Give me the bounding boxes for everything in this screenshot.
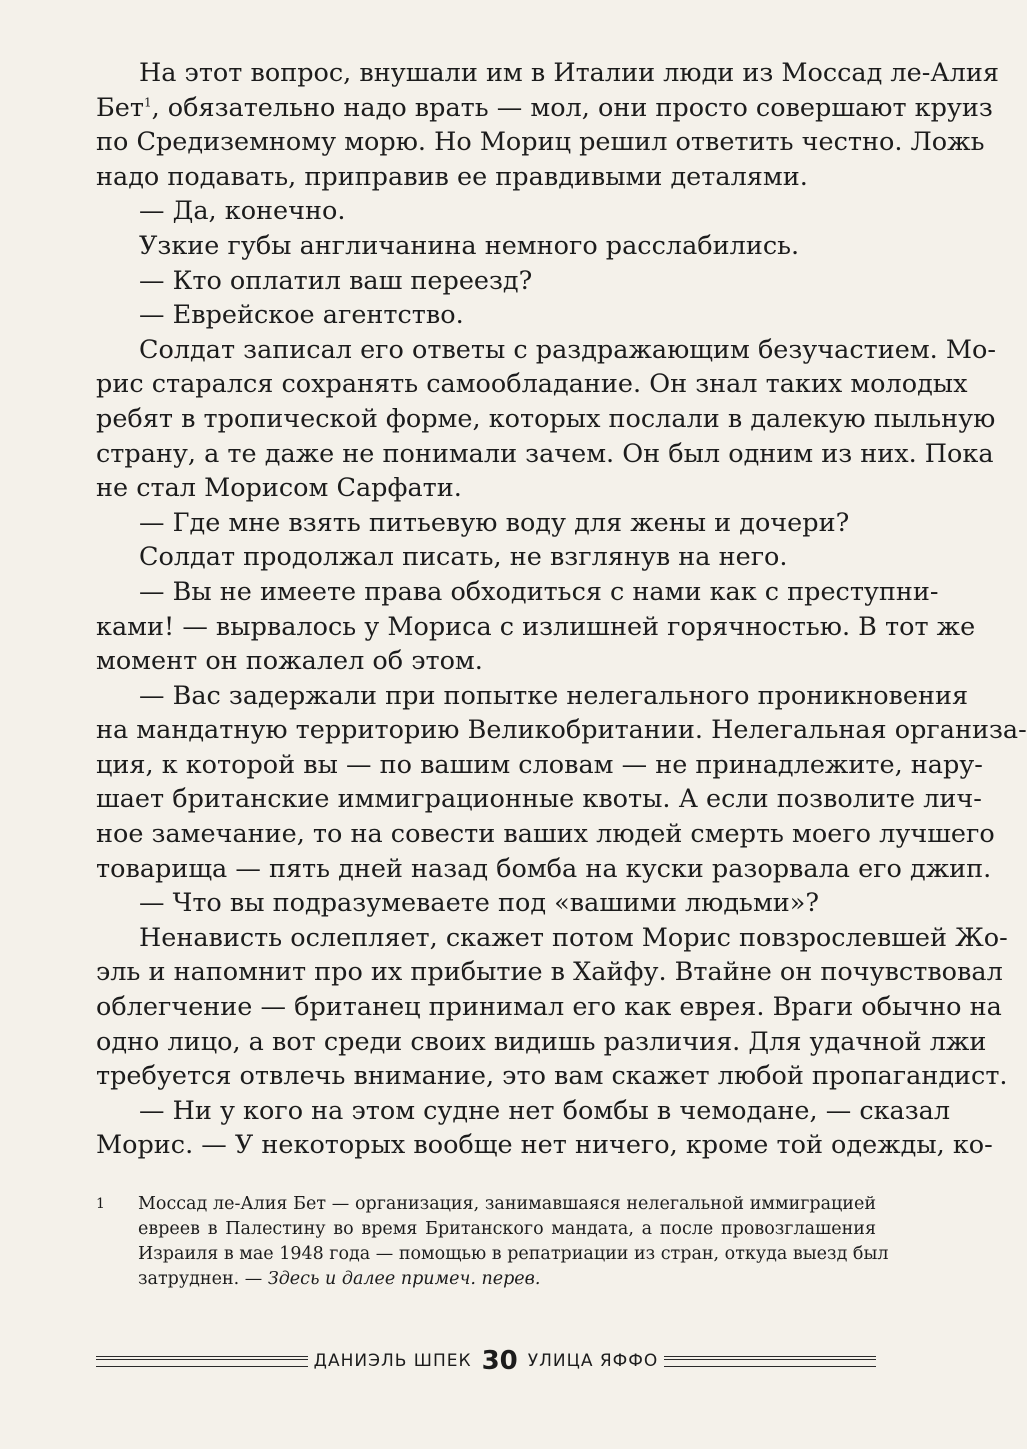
text-line: эль и напомнит про их прибытие в Хайфу. Втайне он почувствовал <box>96 957 1003 988</box>
text-line: момент он пожалел об этом. <box>96 646 483 677</box>
text-line: ное замечание, то на совести ваших людей смерть моего лучшего <box>96 819 995 850</box>
footnote-line: евреев в Палестину во время Британского мандата, а после провозглашения <box>138 1219 876 1239</box>
text-line: рис старался сохранять самообладание. Он знал таких молодых <box>96 369 968 400</box>
page-number: 30 <box>481 1346 518 1376</box>
footnote-reference: 1 <box>143 95 152 110</box>
dialogue-line: — Еврейское агентство. <box>139 300 464 331</box>
footnote-marker: 1 <box>96 1196 105 1212</box>
footer-author: ДАНИЭЛЬ ШПЕК <box>313 1351 472 1371</box>
text-line: ребят в тропической форме, которых послали в далекую пыльную <box>96 403 996 434</box>
text-line: не стал Морисом Сарфати. <box>96 473 462 504</box>
text-line: шает британские иммиграционные квоты. А если позволите лич- <box>96 784 982 815</box>
dialogue-line: — Да, конечно. <box>139 196 346 227</box>
main-text <box>96 56 1027 1163</box>
text-line: одно лицо, а вот среди своих видишь различия. Для удачной лжи <box>96 1026 987 1057</box>
footnote-line: Моссад ле-Алия Бет — организация, занимавшаяся нелегальной иммиграцией <box>138 1194 876 1214</box>
text-line: надо подавать, приправив ее правдивыми деталями. <box>96 161 808 192</box>
text-line: Бет$^1$, обязательно надо врать — мол, они просто совершают круиз <box>96 92 993 123</box>
footer-rule-left <box>96 1356 308 1367</box>
text-line: Солдат записал его ответы с раздражающим безучастием. Мо- <box>139 334 996 365</box>
translator-note: — Здесь и далее примеч. перев. <box>244 1269 541 1289</box>
text-line: На этот вопрос, внушали им в Италии люди из Моссад ле-Алия <box>139 58 999 88</box>
dialogue-line: — Вас задержали при попытке нелегального проникновения <box>139 680 969 711</box>
text-line: ция, к которой вы — по вашим словам — не принадлежите, нару- <box>96 749 983 780</box>
text-line: товарища — пять дней назад бомба на куски разорвала его джип. <box>96 853 992 884</box>
text-line: облегчение — британец принимал его как еврея. Враги обычно на <box>96 992 1002 1023</box>
text-line: требуется отвлечь внимание, это вам скажет любой пропагандист. <box>96 1061 1008 1092</box>
dialogue-line: — Вы не имеете права обходиться с нами как с преступни- <box>139 576 939 607</box>
text-line: Солдат продолжал писать, не взглянув на него. <box>139 542 788 573</box>
footnote <box>96 1192 889 1292</box>
dialogue-line: — Что вы подразумеваете под «вашими людьми»? <box>139 888 820 919</box>
footnote-line: Израиля в мае 1948 года — помощью в репатриации из стран, откуда выезд был <box>138 1244 889 1264</box>
text-line: по Средиземному морю. Но Мориц решил ответить честно. Ложь <box>96 127 985 158</box>
text-line: Узкие губы англичанина немного расслабились. <box>139 230 800 261</box>
text-line: ками! — вырвалось у Мориса с излишней горячностью. В тот же <box>96 611 976 642</box>
running-footer <box>96 1346 876 1376</box>
text-line: Ненависть ослепляет, скажет потом Морис повзрослевшей Жо- <box>139 922 1008 953</box>
text-line: страну, а те даже не понимали зачем. Он был одним из них. Пока <box>96 438 994 469</box>
footer-book-title: УЛИЦА ЯФФО <box>527 1351 659 1371</box>
dialogue-line: — Кто оплатил ваш переезд? <box>139 265 533 296</box>
dialogue-line: — Ни у кого на этом судне нет бомбы в чемодане, — сказал <box>139 1095 951 1126</box>
text-line: на мандатную территорию Великобритании. Нелегальная организа- <box>96 715 1027 746</box>
footer-rule-right <box>664 1356 876 1367</box>
dialogue-line: — Где мне взять питьевую воду для жены и дочери? <box>139 507 850 538</box>
text-line: Морис. — У некоторых вообще нет ничего, кроме той одежды, ко- <box>96 1130 993 1161</box>
footnote-line: затруднен. — Здесь и далее примеч. перев. <box>138 1269 541 1289</box>
